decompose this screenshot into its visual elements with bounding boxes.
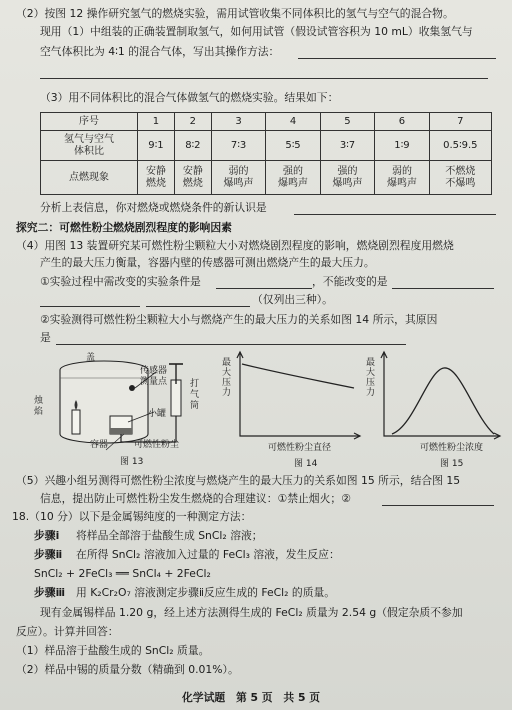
table-cell: 3∶7 — [320, 131, 374, 161]
answer-blank[interactable] — [392, 288, 494, 289]
figure-caption: 图 15 — [440, 459, 464, 469]
q18-ask1: （1）样品溶于盐酸生成的 SnCl₂ 质量。 — [16, 644, 210, 657]
series-line — [242, 364, 354, 388]
figure-caption: 图 14 — [294, 459, 318, 469]
candle-icon — [72, 410, 80, 434]
table-cell: 7∶3 — [211, 131, 265, 161]
table-row — [41, 113, 492, 131]
table-cell: 3 — [211, 113, 265, 131]
phen-line: 强的 — [283, 165, 304, 177]
page-footer: 化学试题 第 5 页 共 5 页 — [182, 691, 321, 704]
step-label: 步骤ⅰ — [34, 529, 60, 542]
sensor-point-icon — [129, 385, 135, 391]
fig13-apparatus — [44, 350, 212, 460]
table-header-cell: 点燃现象 — [41, 161, 138, 195]
answer-blank[interactable] — [382, 505, 494, 506]
ylabel-char: 压 — [222, 378, 232, 388]
label-sensor: 传感器 — [140, 366, 168, 376]
phen-line: 爆鸣声 — [278, 177, 309, 189]
table-cell: 7 — [429, 113, 491, 131]
ylabel-char: 大 — [366, 368, 376, 378]
table-cell: 1 — [138, 113, 175, 131]
answer-blank[interactable] — [40, 78, 488, 79]
series-line — [392, 368, 494, 434]
table-cell — [429, 161, 491, 195]
label-pump: 气 — [190, 390, 200, 400]
table-header-cell: 序号 — [41, 113, 138, 131]
answer-blank[interactable] — [216, 288, 312, 289]
table-cell: 0.5∶9.5 — [429, 131, 491, 161]
ylabel-char: 压 — [366, 378, 376, 388]
table-cell — [320, 161, 374, 195]
step-text: 在所得 SnCl₂ 溶液加入过量的 FeCl₃ 溶液，发生反应： — [76, 548, 340, 561]
q4-sub1-c: （仅列出三种）。 — [252, 293, 333, 306]
table-row — [41, 131, 492, 161]
q5-line1: （5）兴趣小组另测得可燃性粉尘浓度与燃烧产生的最大压力的关系如图 15 所示，结合图 15 — [16, 474, 461, 487]
phen-line: 弱的 — [228, 165, 249, 177]
table-row — [41, 161, 492, 195]
powder-fill — [110, 428, 132, 434]
phen-line: 不爆鸣 — [445, 177, 476, 189]
answer-blank[interactable] — [56, 344, 406, 345]
label-candle: 烛 — [34, 396, 44, 406]
table-header-cell — [41, 131, 138, 161]
fig14-ylabel — [222, 358, 231, 398]
phen-line: 爆鸣声 — [332, 177, 363, 189]
answer-blank[interactable] — [298, 58, 496, 59]
label-lid: 盖 — [86, 353, 96, 363]
table-cell — [266, 161, 320, 195]
q4-line2: 产生的最大压力衡量，容器内壁的传感器可测出燃烧产生的最大压力。 — [40, 256, 375, 269]
ratio-header-line: 氢气与空气 — [64, 133, 114, 145]
ratio-header-line: 体积比 — [74, 145, 104, 157]
ylabel-char: 最 — [222, 358, 232, 368]
q2-line2: 现用（1）中组装的正确装置制取氢气，如何用试管（假设试管容积为 10 mL）收集氢气与 — [40, 25, 473, 38]
q3-analysis: 分析上表信息，你对燃烧或燃烧条件的新认识是 — [40, 201, 267, 214]
q4-line1: （4）用图 13 装置研究某可燃性粉尘颗粒大小对燃烧剧烈程度的影响，燃烧剧烈程度用燃烧 — [16, 239, 454, 252]
section-title: 探究二：可燃性粉尘燃烧剧烈程度的影响因素 — [16, 221, 232, 234]
q18-react-line: 反应）。计算并回答： — [16, 625, 119, 638]
q2-line3: 空气体积比为 4∶1 的混合气体，写出其操作方法： — [40, 45, 280, 58]
step-label: 步骤ⅲ — [34, 586, 66, 599]
answer-blank[interactable] — [294, 214, 496, 215]
chart-axes — [384, 352, 500, 436]
q4-sub1-b: ，不能改变的是 — [312, 275, 388, 288]
q18-head: 18.（10 分）以下是金属锡纯度的一种测定方法： — [12, 510, 252, 523]
ylabel-char: 力 — [366, 388, 376, 398]
q2-line1: （2）按图 12 操作研究氢气的燃烧实验，需用试管收集不同体积比的氢气与空气的混合物。 — [16, 7, 454, 20]
label-pump: 打 — [190, 379, 200, 389]
label-sensor: 测量点 — [140, 377, 168, 387]
table-cell: 8∶2 — [174, 131, 211, 161]
phen-line: 安静 — [145, 165, 166, 177]
reaction-equation: SnCl₂ + 2FeCl₃ ══ SnCl₄ + 2FeCl₂ — [34, 567, 211, 580]
label-powder: 可燃性粉尘 — [134, 440, 180, 450]
table-cell: 4 — [266, 113, 320, 131]
x-axis-label: 可燃性粉尘浓度 — [420, 443, 484, 453]
ylabel-char: 最 — [366, 358, 376, 368]
q4-sub1-a: ①实验过程中需改变的实验条件是 — [40, 275, 201, 288]
figure-caption: 图 13 — [120, 457, 144, 467]
answer-blank[interactable] — [40, 306, 140, 307]
table-cell — [375, 161, 429, 195]
label-container: 容器 — [90, 440, 109, 450]
phen-line: 燃烧 — [145, 177, 166, 189]
q3-intro: （3）用不同体积比的混合气体做氢气的燃烧实验。结果如下： — [40, 91, 339, 104]
table-cell: 6 — [375, 113, 429, 131]
phen-line: 弱的 — [391, 165, 412, 177]
table-cell — [211, 161, 265, 195]
ylabel-char: 大 — [222, 368, 232, 378]
table-cell — [138, 161, 175, 195]
phen-line: 不燃烧 — [445, 165, 476, 177]
step-text: 用 K₂Cr₂O₇ 溶液测定步骤ⅱ反应生成的 FeCl₂ 的质量。 — [76, 586, 336, 599]
table-cell: 5∶5 — [266, 131, 320, 161]
q18-ask2: （2）样品中锡的质量分数（精确到 0.01%）。 — [16, 663, 239, 676]
answer-blank[interactable] — [146, 306, 250, 307]
q4-sub2-b: 是 — [40, 331, 51, 344]
x-axis-label: 可燃性粉尘直径 — [268, 443, 332, 453]
label-candle: 焰 — [34, 407, 44, 417]
table-cell — [174, 161, 211, 195]
results-table — [40, 112, 492, 195]
ylabel-char: 力 — [222, 388, 232, 398]
q5-line2: 信息，提出防止可燃性粉尘发生燃烧的合理建议：①禁止烟火；② — [40, 492, 351, 505]
table-cell: 9∶1 — [138, 131, 175, 161]
phen-line: 爆鸣声 — [386, 177, 417, 189]
phen-line: 爆鸣声 — [223, 177, 254, 189]
phen-line: 安静 — [182, 165, 203, 177]
step-label: 步骤ⅱ — [34, 548, 63, 561]
table-cell: 2 — [174, 113, 211, 131]
pump-icon — [171, 380, 181, 416]
q4-sub2-a: ②实验测得可燃性粉尘颗粒大小与燃烧产生的最大压力的关系如图 14 所示，其原因 — [40, 313, 438, 326]
fig15-ylabel — [366, 358, 375, 398]
label-pump: 筒 — [190, 401, 200, 411]
phen-line: 强的 — [337, 165, 358, 177]
fig14-chart — [234, 350, 364, 450]
table-cell: 5 — [320, 113, 374, 131]
chart-axes — [240, 352, 360, 436]
fig15-chart — [378, 350, 504, 450]
table-cell: 1∶9 — [375, 131, 429, 161]
step-text: 将样品全部溶于盐酸生成 SnCl₂ 溶液； — [76, 529, 263, 542]
phen-line: 燃烧 — [182, 177, 203, 189]
q18-sample-line: 现有金属锡样品 1.20 g，经上述方法测得生成的 FeCl₂ 质量为 2.54 g（假定杂质不参加 — [40, 606, 463, 619]
label-small-jar: 小罐 — [148, 409, 167, 419]
